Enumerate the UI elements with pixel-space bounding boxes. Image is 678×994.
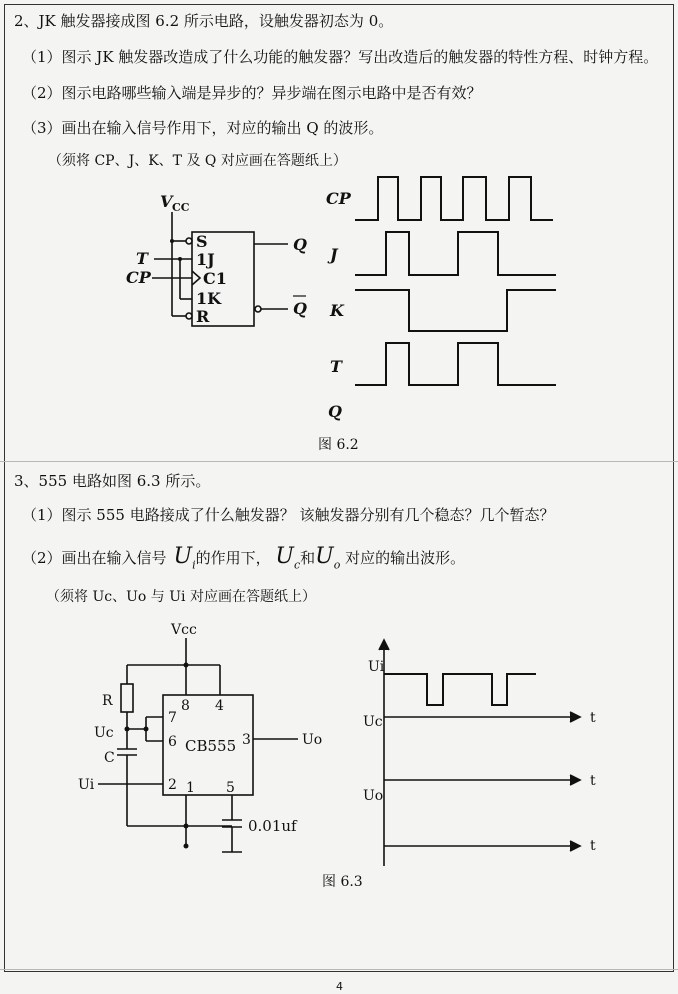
cp-waveform [355, 177, 553, 220]
pin-8-label: 8 [181, 698, 190, 714]
wave-q-label: Q [328, 402, 342, 421]
footer-divider [0, 969, 678, 970]
page-number: 4 [336, 980, 343, 993]
problem-2-note: （须将 CP、J、K、T 及 Q 对应画在答题纸上） [48, 153, 347, 169]
input-cp-label: CP [126, 268, 151, 287]
pin-5-label: 5 [226, 780, 235, 796]
chip-name-label: CB555 [185, 737, 237, 755]
figure-6-2-caption: 图 6.2 [318, 437, 359, 453]
ui-input-label: Ui [78, 777, 95, 793]
wave-uc-label: Uc [363, 714, 383, 730]
figure-6-2 [0, 170, 678, 460]
input-t-label: T [136, 249, 148, 268]
pin-6-label: 6 [168, 734, 177, 750]
problem-3-title: 3、555 电路如图 6.3 所示。 [14, 472, 211, 490]
pin-2-label: 2 [168, 777, 177, 793]
pin-c1-label: C1 [203, 269, 227, 288]
figure-6-3-caption: 图 6.3 [322, 874, 363, 890]
capacitor-label: C [104, 750, 115, 766]
figure-6-3 [0, 610, 678, 900]
wave-cp-label: CP [326, 189, 351, 208]
problem-3-note: （须将 Uc、Uo 与 Ui 对应画在答题纸上） [46, 589, 316, 605]
resistor-r [121, 684, 133, 712]
resistor-label: R [102, 693, 113, 709]
wave-j-label: J [330, 245, 338, 264]
uo-output-label: Uo [302, 732, 323, 748]
t-waveform [355, 343, 556, 385]
k-waveform [355, 290, 556, 331]
problem-2-q2: （2）图示电路哪些输入端是异步的？异步端在图示电路中是否有效？ [22, 84, 482, 102]
pin-s-label: S [196, 232, 208, 251]
uc-node-label: Uc [94, 725, 114, 741]
problem-2-title: 2、JK 触发器接成图 6.2 所示电路，设触发器初态为 0。 [14, 12, 394, 30]
ui-waveform [384, 674, 536, 705]
pin-r-label: R [196, 307, 210, 326]
pin-4-label: 4 [215, 698, 224, 714]
pin-1j-label: 1J [196, 250, 215, 269]
output-q-label: Q [293, 235, 307, 254]
capacitor-value-label: 0.01uf [248, 817, 297, 835]
problem-2-q1: （1）图示 JK 触发器改造成了什么功能的触发器？写出改造后的触发器的特性方程、时钟方程。 [22, 48, 659, 66]
wave-uo-label: Uo [363, 788, 384, 804]
pin-1k-label: 1K [196, 289, 222, 308]
pin-3-label: 3 [242, 732, 251, 748]
wave-k-label: K [330, 301, 344, 320]
pin-1-label: 1 [186, 780, 195, 796]
pin-7-label: 7 [168, 710, 177, 726]
wave-t-label: T [330, 357, 342, 376]
problem-3-q2: （2）画出在输入信号 $U_i$的作用下， $U_c$和$U_o$ 对应的输出波形。 [22, 544, 466, 572]
vcc-label: V [160, 192, 173, 211]
j-waveform [355, 232, 556, 275]
problem-2-q3: （3）画出在输入信号作用下，对应的输出 Q 的波形。 [22, 119, 384, 137]
time-axis-3-label: t [590, 838, 596, 854]
time-axis-2-label: t [590, 773, 596, 789]
output-qbar-label: Q [293, 299, 307, 318]
vcc-555-label: Vcc [171, 622, 197, 638]
problem-3-q1: （1）图示 555 电路接成了什么触发器？ 该触发器分别有几个稳态？几个暂态？ [22, 506, 555, 524]
section-divider [0, 461, 678, 462]
wave-ui-label: Ui [368, 659, 385, 675]
time-axis-1-label: t [590, 710, 596, 726]
vcc-subscript: CC [172, 201, 190, 214]
